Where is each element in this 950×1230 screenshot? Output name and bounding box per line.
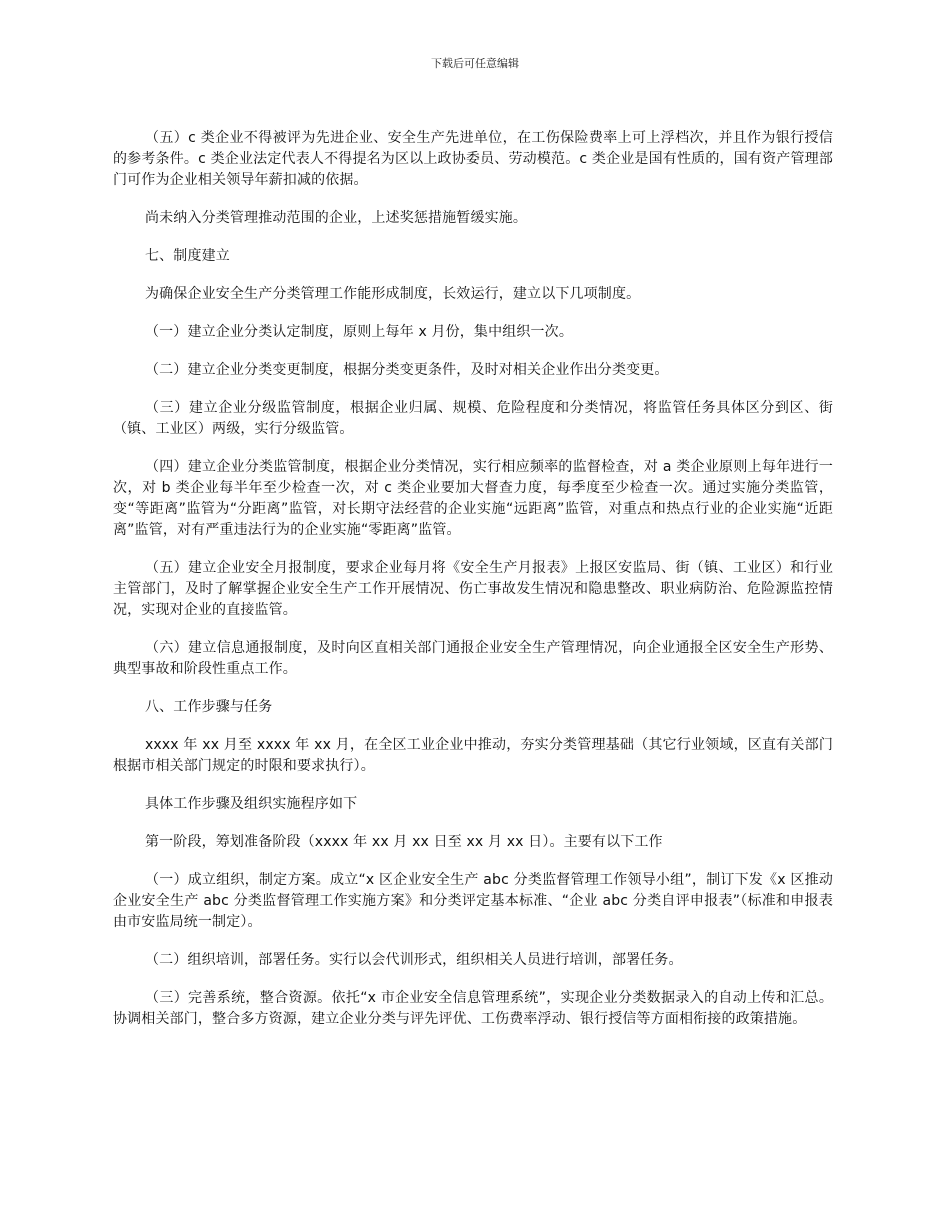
paragraph: （四）建立企业分类监管制度，根据企业分类情况，实行相应频率的监督检查，对 a 类企业原则上每年进行一次，对 b 类企业每半年至少检查一次，对 c 类企业要加大督查力度，每季度至少检查一次。通过实施分类监管，变“等距离”监管为“分距离”监管，对长期守法经营的企业实施“远距离”监管，对重点和热点行业的企业实施“近距离”监管，对有严重违法行为的企业实施“零距离”监管。 bbox=[113, 459, 833, 538]
page-header: 下载后可任意编辑 bbox=[431, 57, 519, 70]
paragraph: （五）c 类企业不得被评为先进企业、安全生产先进单位，在工伤保险费率上可上浮档次，并且作为银行授信的参考条件。c 类企业法定代表人不得提名为区以上政协委员、劳动模范。c 类企业是国有性质的，国有资产管理部门可作为企业相关领导年薪扣减的依据。 bbox=[113, 130, 833, 188]
paragraph: （六）建立信息通报制度，及时向区直相关部门通报企业安全生产管理情况，向企业通报全区安全生产形势、典型事故和阶段性重点工作。 bbox=[113, 640, 833, 677]
paragraph: （二）组织培训，部署任务。实行以会代训形式，组织相关人员进行培训，部署任务。 bbox=[145, 952, 683, 968]
paragraph: 为确保企业安全生产分类管理工作能形成制度，长效运行，建立以下几项制度。 bbox=[145, 286, 641, 302]
paragraph: （五）建立企业安全月报制度，要求企业每月将《安全生产月报表》上报区安监局、街（镇、工业区）和行业主管部门，及时了解掌握企业安全生产工作开展情况、伤亡事故发生情况和隐患整改、职业病防治、危险源监控情况，实现对企业的直接监管。 bbox=[113, 560, 833, 618]
paragraph: xxxx 年 xx 月至 xxxx 年 xx 月，在全区工业企业中推动，夯实分类管理基础（其它行业领域，区直有关部门根据市相关部门规定的时限和要求执行）。 bbox=[113, 737, 833, 774]
paragraph: （三）建立企业分级监管制度，根据企业归属、规模、危险程度和分类情况，将监管任务具体区分到区、街（镇、工业区）两级，实行分级监管。 bbox=[113, 400, 833, 437]
paragraph: （一）建立企业分类认定制度，原则上每年 x 月份，集中组织一次。 bbox=[145, 324, 573, 340]
paragraph: （一）成立组织，制定方案。成立“x 区企业安全生产 abc 分类监督管理工作领导小组”，制订下发《x 区推动企业安全生产 abc 分类监督管理工作实施方案》和分类评定基本标准、“企业 abc 分类自评申报表”（标准和申报表由市安监局统一制定）。 bbox=[113, 872, 833, 930]
section-heading: 八、工作步骤与任务 bbox=[145, 699, 273, 715]
section-heading: 七、制度建立 bbox=[145, 248, 230, 264]
paragraph: 第一阶段，筹划准备阶段（xxxx 年 xx 月 xx 日至 xx 月 xx 日）。主要有以下工作 bbox=[145, 834, 663, 850]
paragraph: 尚未纳入分类管理推动范围的企业，上述奖惩措施暂缓实施。 bbox=[145, 210, 528, 226]
document-body bbox=[113, 128, 833, 1047]
paragraph: （二）建立企业分类变更制度，根据分类变更条件，及时对相关企业作出分类变更。 bbox=[145, 362, 669, 378]
paragraph: （三）完善系统，整合资源。依托“x 市企业安全信息管理系统”，实现企业分类数据录入的自动上传和汇总。协调相关部门，整合多方资源，建立企业分类与评先评优、工伤费率浮动、银行授信等方面相衔接的政策措施。 bbox=[113, 990, 833, 1027]
paragraph: 具体工作步骤及组织实施程序如下 bbox=[145, 796, 358, 812]
